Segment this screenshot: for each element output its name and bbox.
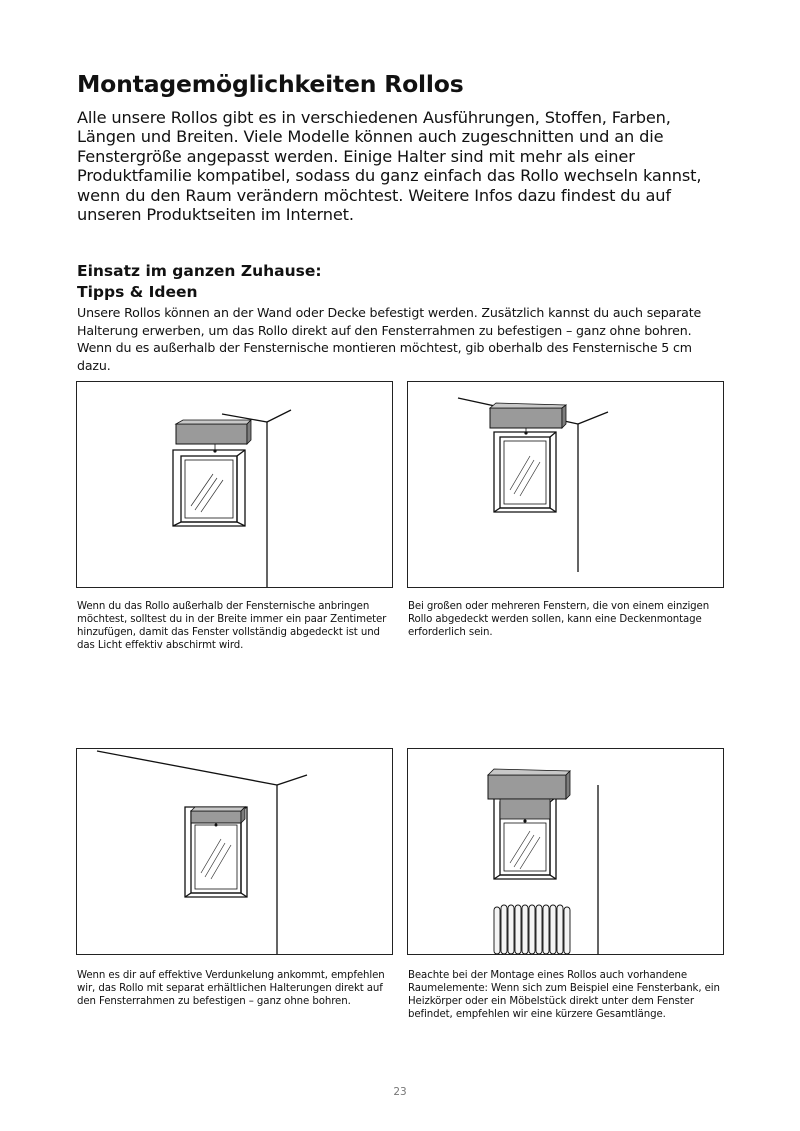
- caption-ceiling-mount: Bei großen oder mehreren Fenstern, die von einem einzigen Rollo abgedeckt werden sollen, kann eine Deckenmontage erforderlich sein.: [408, 601, 710, 638]
- caption-radiator: Beachte bei der Montage eines Rollos auch vorhandene Raumelemente: Wenn sich zum Beispiel eine Fensterbank, ein Heizkörper oder ein Möbelstück direkt unter dem Fenster befindet, empfehlen wir eine kürzere Gesamtlänge.: [408, 970, 720, 1020]
- intro-paragraph: Alle unsere Rollos gibt es in verschiedenen Ausführungen, Stoffen, Farben, Längen und Breiten. Viele Modelle können auch zugeschnitten und an die Fenstergröße angepasst werden. Einige Halter sind mit mehr als einer Produktfamilie kompatibel, sodass du ganz einfach das Rollo wechseln kannst, wenn du den Raum verändern möchtest. Weitere Infos dazu findest du auf unseren Produktseiten im Internet.: [77, 108, 702, 225]
- illustration-wall-mount: [76, 381, 393, 588]
- illustration-radiator: [407, 748, 724, 955]
- illustration-frame-mount: [76, 748, 393, 955]
- illustration-ceiling-mount: [407, 381, 724, 588]
- section-text: Unsere Rollos können an der Wand oder Decke befestigt werden. Zusätzlich kannst du auch separate Halterung erwerben, um das Rollo direkt auf den Fensterrahmen zu befestigen – ganz ohne bohren. Wenn du es außerhalb der Fensternische montieren möchtest, gib oberhalb des Fensternische 5 cm dazu.: [77, 305, 702, 373]
- page-title: Montagemöglichkeiten Rollos: [77, 70, 464, 98]
- caption-frame-mount: Wenn es dir auf effektive Verdunkelung ankommt, empfehlen wir, das Rollo mit separat erhältlichen Halterungen direkt auf den Fensterrahmen zu befestigen – ganz ohne bohren.: [77, 970, 385, 1007]
- section-title-line2: Tipps & Ideen: [77, 283, 198, 301]
- page-number: 23: [393, 1086, 407, 1098]
- caption-wall-mount: Wenn du das Rollo außerhalb der Fensternische anbringen möchtest, solltest du in der Breite immer ein paar Zentimeter hinzufügen, damit das Fenster vollständig abgedeckt ist und das Licht effektiv abschirmt wird.: [77, 601, 387, 651]
- section-title-line1: Einsatz im ganzen Zuhause:: [77, 262, 322, 280]
